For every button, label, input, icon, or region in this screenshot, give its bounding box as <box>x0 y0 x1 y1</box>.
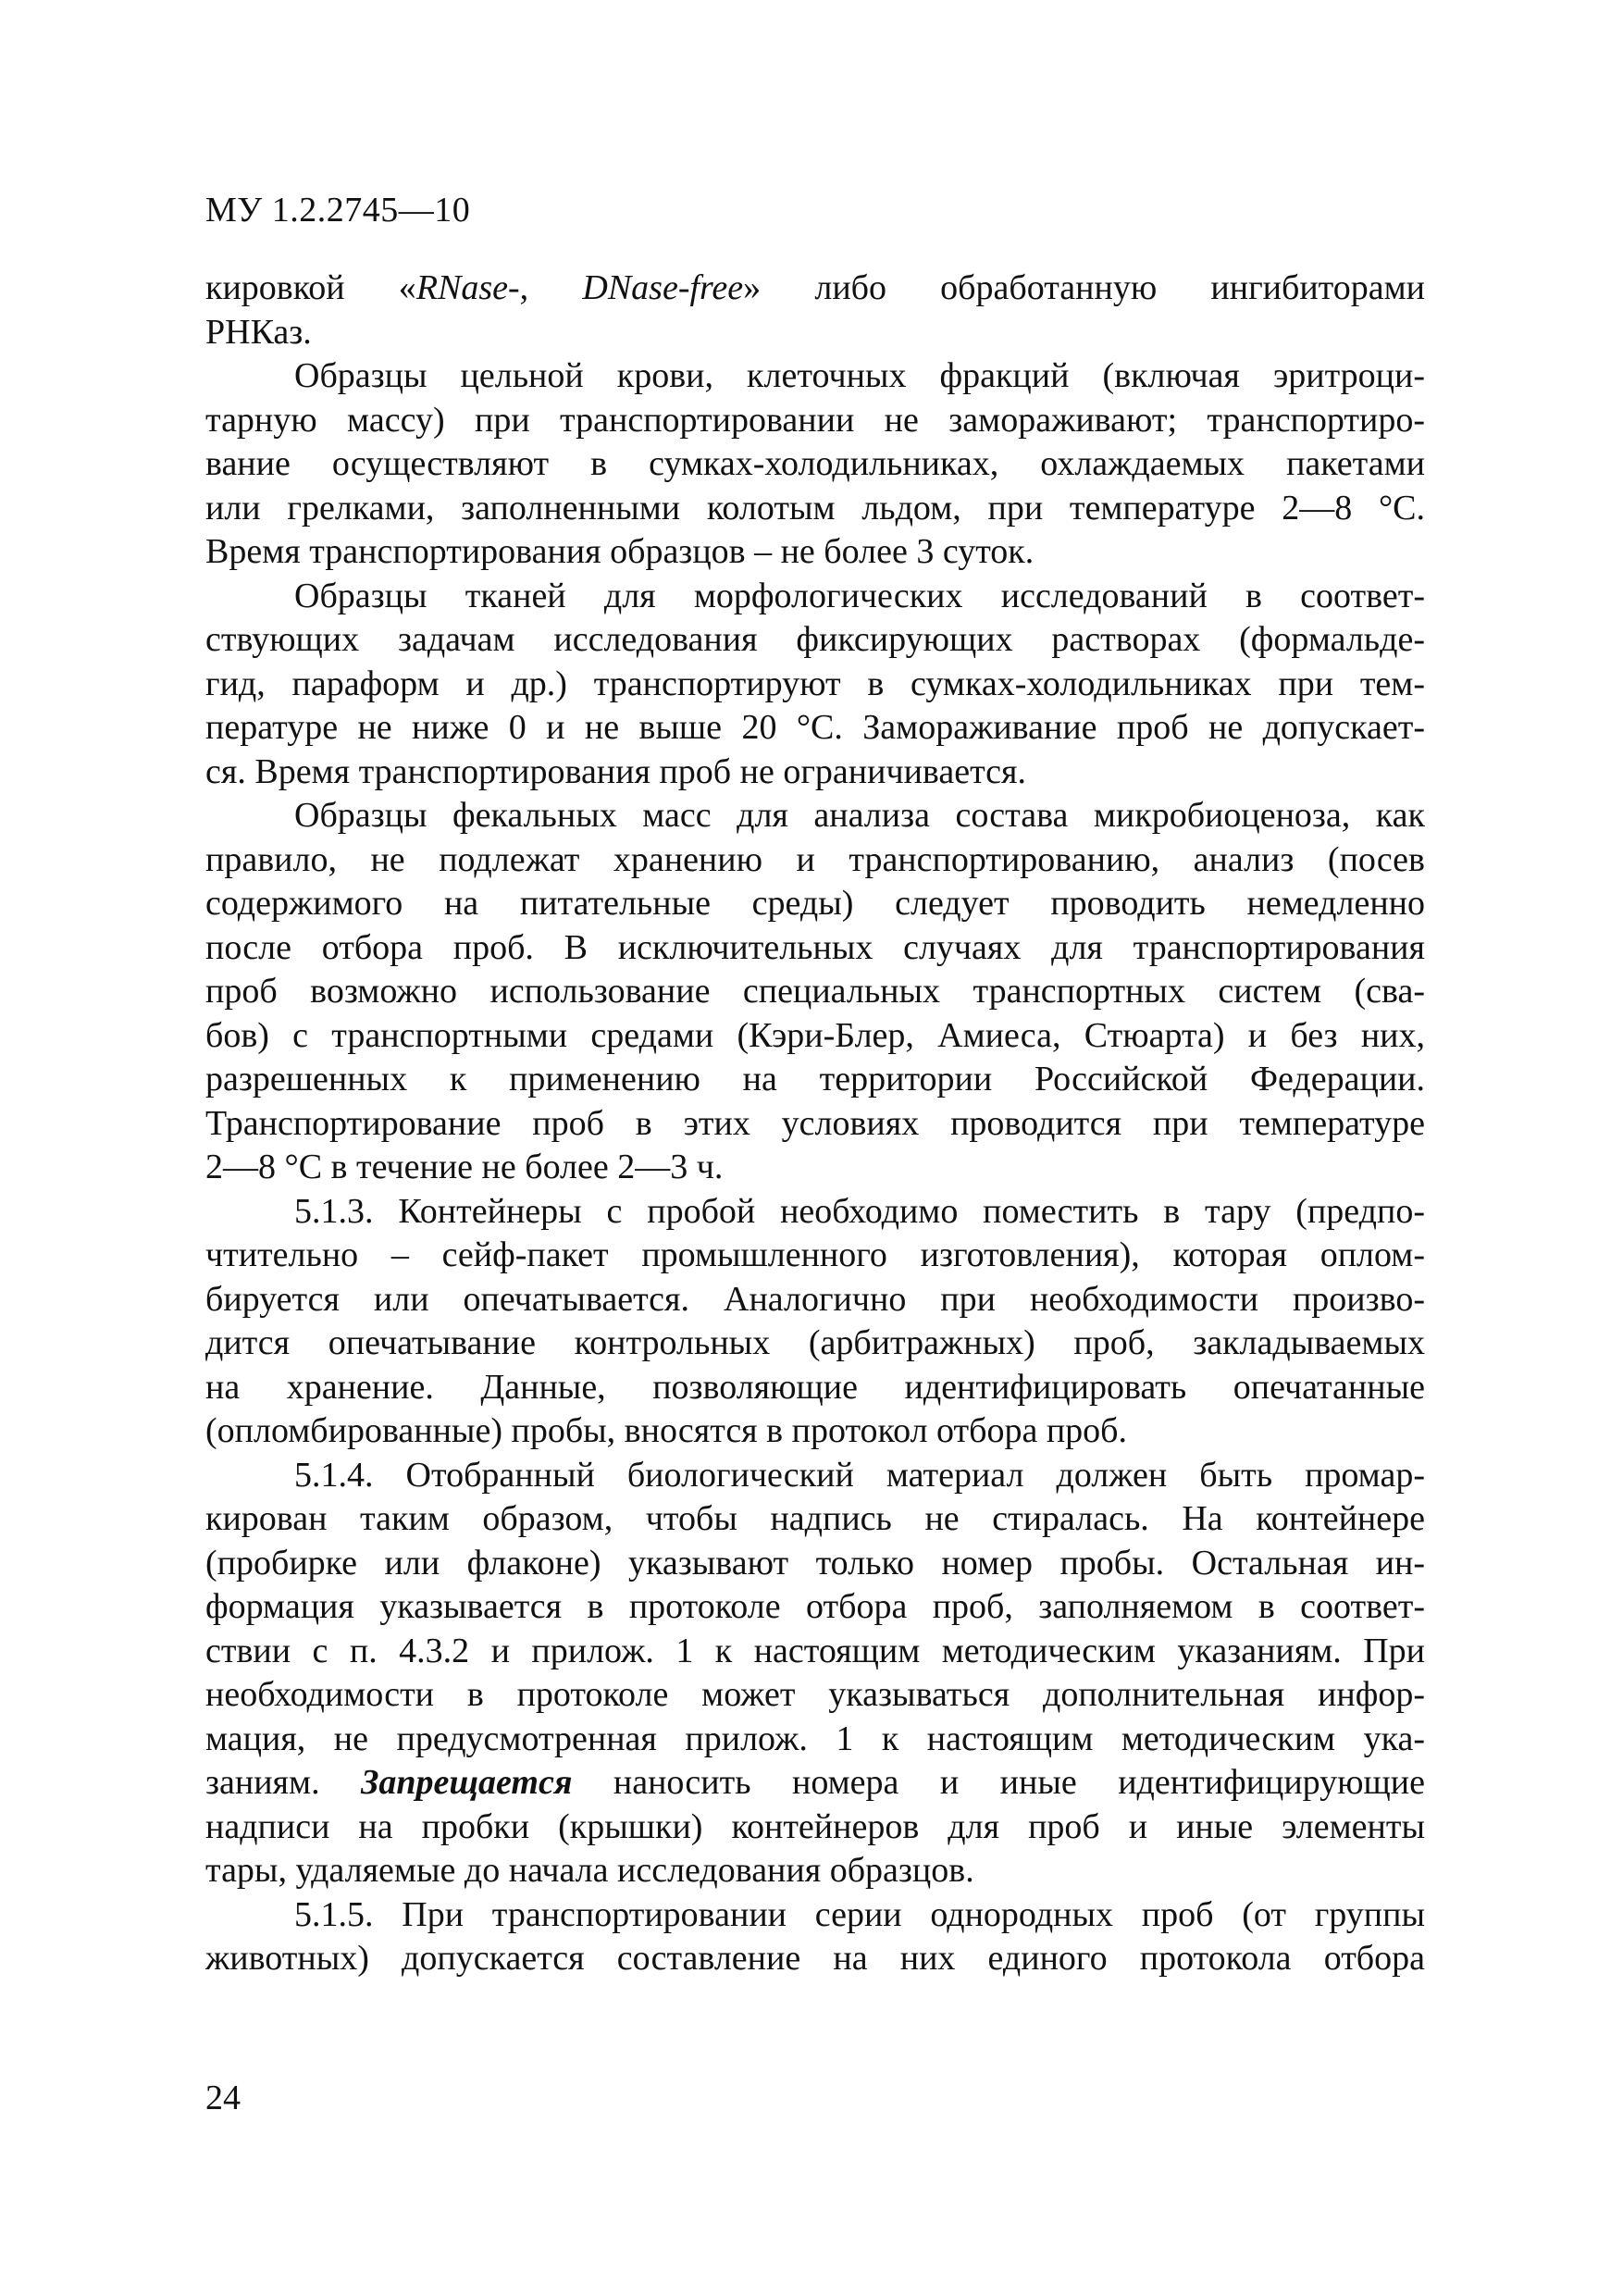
text-line: проб возможно использование специальных транспортных систем (сва- <box>205 972 1425 1011</box>
text-segment: кировкой « <box>205 268 416 307</box>
text-line: РНКаз. <box>205 312 312 352</box>
text-line: необходимости в протоколе может указываться дополнительная инфор- <box>205 1675 1425 1714</box>
paragraph-start-line: 5.1.3. Контейнеры с пробой необходимо поместить в тару (предпо- <box>294 1191 1425 1231</box>
text-line: на хранение. Данные, позволяющие идентифицировать опечатанные <box>205 1367 1425 1407</box>
document-body <box>205 267 1425 1981</box>
text-line: или грелками, заполненными колотым льдом, при температуре 2—8 °С. <box>205 488 1425 527</box>
text-line: дится опечатывание контрольных (арбитражных) проб, закладываемых <box>205 1323 1425 1362</box>
paragraph-start-line: Образцы цельной крови, клеточных фракций (включая эритроци- <box>294 356 1425 395</box>
text-line: содержимого на питательные среды) следует проводить немедленно <box>205 884 1425 923</box>
document-code-header: МУ 1.2.2745—10 <box>205 191 471 230</box>
emphasized-word: Запрещается <box>361 1763 573 1802</box>
text-line: (пробирке или флаконе) указывают только номер пробы. Остальная ин- <box>205 1543 1425 1582</box>
text-line: чтительно – сейф-пакет промышленного изготовления), которая оплом- <box>205 1235 1425 1274</box>
text-line: 2—8 °С в течение не более 2—3 ч. <box>205 1148 724 1186</box>
paragraph-start-line: Образцы фекальных масс для анализа состава микробиоценоза, как <box>294 796 1425 835</box>
text-line: правило, не подлежат хранению и транспортированию, анализ (посев <box>205 839 1425 879</box>
text-line: после отбора проб. В исключительных случаях для транспортирования <box>205 927 1425 967</box>
text-line: тары, удаляемые до начала исследования образцов. <box>205 1851 974 1890</box>
text-line <box>205 267 1425 311</box>
text-line: тарную массу) при транспортировании не замораживают; транспортиро- <box>205 400 1425 440</box>
text-line: животных) допускается составление на них единого протокола отбора <box>205 1939 1425 1978</box>
text-line: бов) с транспортными средами (Кэри-Блер, Амиеса, Стюарта) и без них, <box>205 1015 1425 1055</box>
text-line: Транспортирование проб в этих условиях проводится при температуре <box>205 1103 1425 1143</box>
text-line: кирован таким образом, чтобы надпись не стиралась. На контейнере <box>205 1499 1425 1538</box>
text-line: вание осуществляют в сумках-холодильниках, охлаждаемых пакетами <box>205 444 1425 483</box>
text-line: надписи на пробки (крышки) контейнеров для проб и иные элементы <box>205 1806 1425 1846</box>
paragraph-start-line: Образцы тканей для морфологических исследований в соответ- <box>294 576 1425 615</box>
text-line: ствии с п. 4.3.2 и прилож. 1 к настоящим методическим указаниям. При <box>205 1631 1425 1670</box>
text-line: формация указывается в протоколе отбора проб, заполняемом в соответ- <box>205 1587 1425 1626</box>
paragraph-start-line: 5.1.5. При транспортировании серии однородных проб (от группы <box>294 1894 1425 1934</box>
text-line: ствующих задачам исследования фиксирующих растворах (формальде- <box>205 620 1425 659</box>
text-line: (опломбированные) пробы, вносятся в протокол отбора проб. <box>205 1411 1128 1450</box>
italic-term: DNase-free <box>582 268 744 307</box>
text-line: бируется или опечатывается. Аналогично при необходимости произво- <box>205 1279 1425 1319</box>
text-line: разрешенных к применению на территории Российской Федерации. <box>205 1060 1425 1098</box>
text-line: пературе не ниже 0 и не выше 20 °С. Замораживание проб не допускает- <box>205 708 1425 747</box>
text-line <box>205 1761 1425 1806</box>
page-number: 24 <box>205 2079 241 2117</box>
text-line: гид, параформ и др.) транспортируют в сумках-холодильниках при тем- <box>205 664 1425 703</box>
text-segment: » либо обработанную ингибиторами <box>743 268 1426 307</box>
text-segment: -, <box>508 268 583 307</box>
text-line: мация, не предусмотренная прилож. 1 к настоящим методическим ука- <box>205 1719 1425 1758</box>
text-line: Время транспортирования образцов – не более 3 суток. <box>205 532 1035 571</box>
paragraph-start-line: 5.1.4. Отобранный биологический материал должен быть промар- <box>294 1455 1425 1495</box>
italic-term: RNase <box>415 268 509 307</box>
text-segment: заниям. <box>205 1763 362 1802</box>
text-segment: наносить номера и иные идентифицирующие <box>572 1763 1426 1802</box>
text-line: ся. Время транспортирования проб не ограничивается. <box>205 751 1026 791</box>
